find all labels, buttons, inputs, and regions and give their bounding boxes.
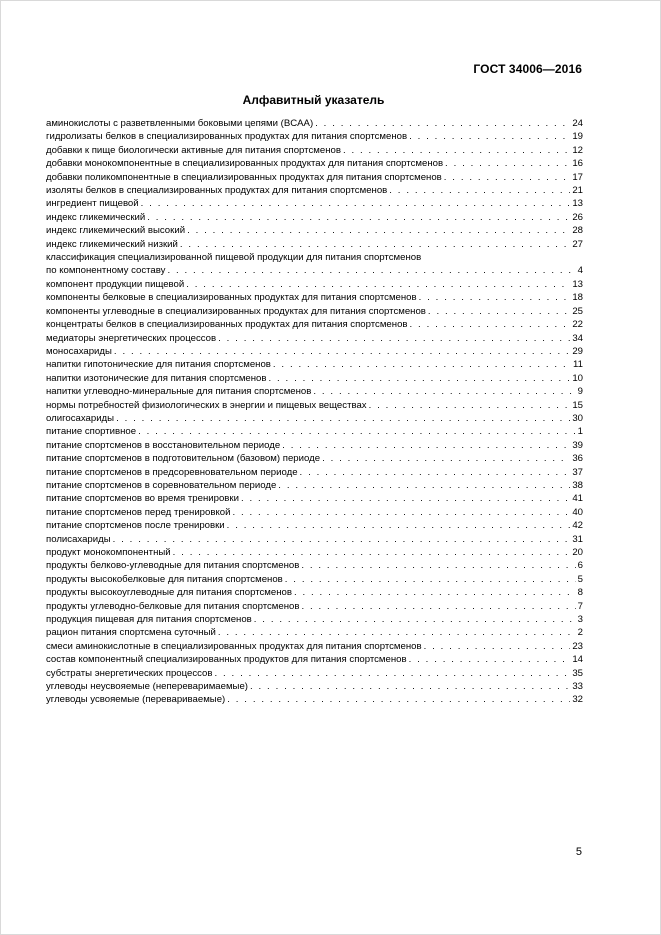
dot-leader xyxy=(141,197,571,210)
index-entry-term: питание спортсменов в соревновательном периоде xyxy=(46,479,277,491)
index-entry-term: продукты углеводно-белковые для питания спортсменов xyxy=(46,600,300,612)
index-entry-page: 14 xyxy=(572,654,583,666)
dot-leader xyxy=(254,613,576,626)
index-entry-term: медиаторы энергетических процессов xyxy=(46,332,217,344)
dot-leader xyxy=(343,144,570,157)
index-entry xyxy=(46,264,583,277)
index-entry xyxy=(46,492,583,505)
index-entry-page: 21 xyxy=(572,185,583,197)
index-entry-page: 27 xyxy=(572,238,583,250)
index-entry xyxy=(46,425,583,438)
index-entry-term: состав компонентный специализированных продуктов для питания спортсменов xyxy=(46,654,407,666)
index-entry xyxy=(46,439,583,452)
index-entry-term: индекс гликемический высокий xyxy=(46,225,186,237)
index-entry xyxy=(46,573,583,586)
index-entry xyxy=(46,533,583,546)
index-entry-term: напитки изотонические для питания спортсменов xyxy=(46,372,267,384)
index-entry xyxy=(46,385,583,398)
dot-leader xyxy=(232,506,570,519)
index-entry xyxy=(46,653,583,666)
index-entry xyxy=(46,693,583,706)
page-number: 5 xyxy=(575,846,582,858)
dot-leader xyxy=(300,466,571,479)
index-entry-page: 7 xyxy=(577,600,583,612)
index-entry xyxy=(46,680,583,693)
index-entry-page: 13 xyxy=(572,278,583,290)
index-entry-page: 37 xyxy=(572,466,583,478)
index-entry xyxy=(46,358,583,371)
dot-leader xyxy=(428,305,570,318)
index-entry-page: 41 xyxy=(572,493,583,505)
index-entry-page: 8 xyxy=(577,587,583,599)
index-entry-page: 16 xyxy=(572,158,583,170)
dot-leader xyxy=(313,385,575,398)
index-entry-page: 20 xyxy=(572,547,583,558)
dot-leader xyxy=(167,264,575,277)
index-entry xyxy=(46,466,583,479)
dot-leader xyxy=(269,372,571,385)
index-entry-term: нормы потребностей физиологических в энергии и пищевых веществах xyxy=(46,399,367,411)
index-entry-term: субстраты энергетических процессов xyxy=(46,667,213,679)
dot-leader xyxy=(186,278,570,291)
index-entry xyxy=(46,506,583,519)
index-entry-page: 24 xyxy=(572,118,583,129)
dot-leader xyxy=(294,586,576,599)
index-entry-term: питание спортсменов в восстановительном периоде xyxy=(46,439,281,451)
index-entry-term: изоляты белков в специализированных продуктах для питания спортсменов xyxy=(46,185,388,197)
index-entry xyxy=(46,130,583,143)
index-entry xyxy=(46,318,583,331)
index-entry-page: 1 xyxy=(577,426,583,438)
index-entry xyxy=(46,238,583,251)
index-entry-term: рацион питания спортсмена суточный xyxy=(46,627,216,639)
index-entry-term: напитки гипотонические для питания спортсменов xyxy=(46,359,271,371)
index-entry-term: питание спортсменов после тренировки xyxy=(46,520,225,532)
index-entry xyxy=(46,332,583,345)
index-entry-term: полисахариды xyxy=(46,533,111,545)
index-entry xyxy=(46,412,583,425)
index-entry-page: 38 xyxy=(572,479,583,491)
index-entry-page: 15 xyxy=(572,399,583,411)
index-entry-term: питание спортивное xyxy=(46,426,137,438)
standard-designation: ГОСТ 34006—2016 xyxy=(473,62,582,76)
dot-leader xyxy=(218,626,576,639)
index-entry xyxy=(46,626,583,639)
alphabetical-index-list xyxy=(46,117,583,707)
index-entry-term: индекс гликемический низкий xyxy=(46,238,178,250)
index-entry-page: 4 xyxy=(577,265,583,277)
index-entry-page: 29 xyxy=(572,345,583,357)
dot-leader xyxy=(322,452,570,465)
dot-leader xyxy=(301,559,575,572)
dot-leader xyxy=(301,600,575,613)
index-entry-term: напитки углеводно-минеральные для питания спортсменов xyxy=(46,386,312,398)
dot-leader xyxy=(424,640,571,653)
dot-leader xyxy=(369,399,571,412)
index-entry-page: 26 xyxy=(572,211,583,223)
dot-leader xyxy=(285,573,576,586)
index-entry xyxy=(46,586,583,599)
index-entry xyxy=(46,399,583,412)
index-entry xyxy=(46,667,583,680)
index-entry xyxy=(46,211,583,224)
index-entry xyxy=(46,640,583,653)
dot-leader xyxy=(227,519,571,532)
dot-leader xyxy=(273,358,571,371)
index-entry-term: классификация специализированной пищевой продукции для питания спортсменов xyxy=(46,252,422,264)
index-entry xyxy=(46,291,583,304)
index-entry-page: 23 xyxy=(572,640,583,652)
index-entry-page: 6 xyxy=(577,560,583,572)
index-entry-term: питание спортсменов во время тренировки xyxy=(46,493,239,505)
dot-leader xyxy=(180,238,570,251)
index-entry xyxy=(46,600,583,613)
index-entry xyxy=(46,117,583,130)
dot-leader xyxy=(282,439,570,452)
index-entry-term: концентраты белков в специализированных продуктах для питания спортсменов xyxy=(46,319,408,331)
index-entry-term: углеводы неусвояемые (непереваримаемые) xyxy=(46,681,248,693)
dot-leader xyxy=(114,345,570,358)
index-entry-page: 28 xyxy=(572,225,583,237)
index-entry-page: 10 xyxy=(572,372,583,384)
index-entry-page: 18 xyxy=(572,292,583,304)
index-entry-page: 11 xyxy=(573,359,583,371)
index-entry-term: смеси аминокислотные в специализированных продуктах для питания спортсменов xyxy=(46,640,422,652)
index-entry-term: компоненты углеводные в специализированных продуктах для питания спортсменов xyxy=(46,305,426,317)
dot-leader xyxy=(116,412,570,425)
index-entry-term: добавки монокомпонентные в специализированных продуктах для питания спортсменов xyxy=(46,158,444,170)
index-entry-page: 3 xyxy=(577,614,583,626)
index-entry-page: 32 xyxy=(572,694,583,706)
index-entry-page: 25 xyxy=(572,305,583,317)
index-entry xyxy=(46,452,583,465)
index-entry xyxy=(46,546,583,559)
index-entry-page: 34 xyxy=(572,332,583,344)
index-entry-term: по компонентному составу xyxy=(46,265,166,277)
index-entry-page: 42 xyxy=(572,520,583,532)
index-entry-page: 22 xyxy=(572,319,583,331)
index-entry xyxy=(46,184,583,197)
index-entry-term: продукты высокоуглеводные для питания спортсменов xyxy=(46,587,292,599)
index-entry-term: добавки поликомпонентные в специализированных продуктах для питания спортсменов xyxy=(46,171,442,183)
index-entry-page: 2 xyxy=(577,627,583,639)
index-entry-page: 35 xyxy=(572,667,583,679)
dot-leader xyxy=(409,653,571,666)
index-entry xyxy=(46,224,583,237)
index-entry-term: гидролизаты белков в специализированных продуктах для питания спортсменов xyxy=(46,131,408,143)
index-entry-term: углеводы усвояемые (перевариваемые) xyxy=(46,694,226,706)
index-entry-page: 17 xyxy=(572,171,583,183)
dot-leader xyxy=(315,117,570,130)
index-entry-term: добавки к пище биологически активные для питания спортсменов xyxy=(46,144,341,156)
index-entry-term: питание спортсменов перед тренировкой xyxy=(46,506,231,518)
dot-leader xyxy=(241,492,570,505)
dot-leader xyxy=(409,130,570,143)
dot-leader xyxy=(147,211,570,224)
index-entry xyxy=(46,305,583,318)
index-entry-term: продукты высокобелковые для питания спортсменов xyxy=(46,573,283,585)
dot-leader xyxy=(173,546,571,559)
index-entry-term: индекс гликемический xyxy=(46,211,146,223)
index-entry-page: 30 xyxy=(572,412,583,424)
index-entry xyxy=(46,372,583,385)
dot-leader xyxy=(278,479,570,492)
index-entry-term: питание спортсменов в предсоревновательном периоде xyxy=(46,466,298,478)
index-entry xyxy=(46,251,583,264)
dot-leader xyxy=(218,332,570,345)
index-entry-page: 36 xyxy=(572,453,583,465)
index-entry-term: ингредиент пищевой xyxy=(46,198,139,210)
index-entry-term: продукция пищевая для питания спортсменов xyxy=(46,614,252,626)
index-entry-term: олигосахариды xyxy=(46,412,115,424)
index-entry-term: аминокислоты с разветвленными боковыми цепями (BCAA) xyxy=(46,118,314,129)
dot-leader xyxy=(113,533,571,546)
dot-leader xyxy=(445,157,570,170)
index-entry-term: компонент продукции пищевой xyxy=(46,278,185,290)
dot-leader xyxy=(250,680,570,693)
index-entry xyxy=(46,157,583,170)
index-entry-term: питание спортсменов в подготовительном (базовом) периоде xyxy=(46,453,321,465)
index-entry-page: 19 xyxy=(572,131,583,143)
index-entry-page: 40 xyxy=(572,506,583,518)
index-entry xyxy=(46,479,583,492)
index-entry xyxy=(46,197,583,210)
index-entry-term: продукты белково-углеводные для питания спортсменов xyxy=(46,560,300,572)
dot-leader xyxy=(410,318,571,331)
dot-leader xyxy=(389,184,570,197)
index-entry xyxy=(46,519,583,532)
index-entry xyxy=(46,613,583,626)
index-entry xyxy=(46,345,583,358)
dot-leader xyxy=(187,224,570,237)
index-title: Алфавитный указатель xyxy=(242,93,385,107)
index-entry xyxy=(46,144,583,157)
dot-leader xyxy=(444,171,571,184)
index-entry-page: 9 xyxy=(577,386,583,398)
index-entry-page: 33 xyxy=(572,681,583,693)
dot-leader xyxy=(215,667,571,680)
dot-leader xyxy=(227,693,570,706)
index-entry-term: продукт монокомпонентный xyxy=(46,547,171,558)
index-entry xyxy=(46,171,583,184)
index-entry-term: моносахариды xyxy=(46,345,112,357)
index-entry-term: компоненты белковые в специализированных продуктах для питания спортсменов xyxy=(46,292,417,304)
dot-leader xyxy=(138,425,576,438)
dot-leader xyxy=(419,291,571,304)
index-entry xyxy=(46,559,583,572)
index-entry-page: 31 xyxy=(572,533,583,545)
index-entry xyxy=(46,278,583,291)
index-entry-page: 5 xyxy=(577,573,583,585)
index-entry-page: 13 xyxy=(572,198,583,210)
index-entry-page: 12 xyxy=(572,144,583,156)
index-entry-page: 39 xyxy=(572,439,583,451)
